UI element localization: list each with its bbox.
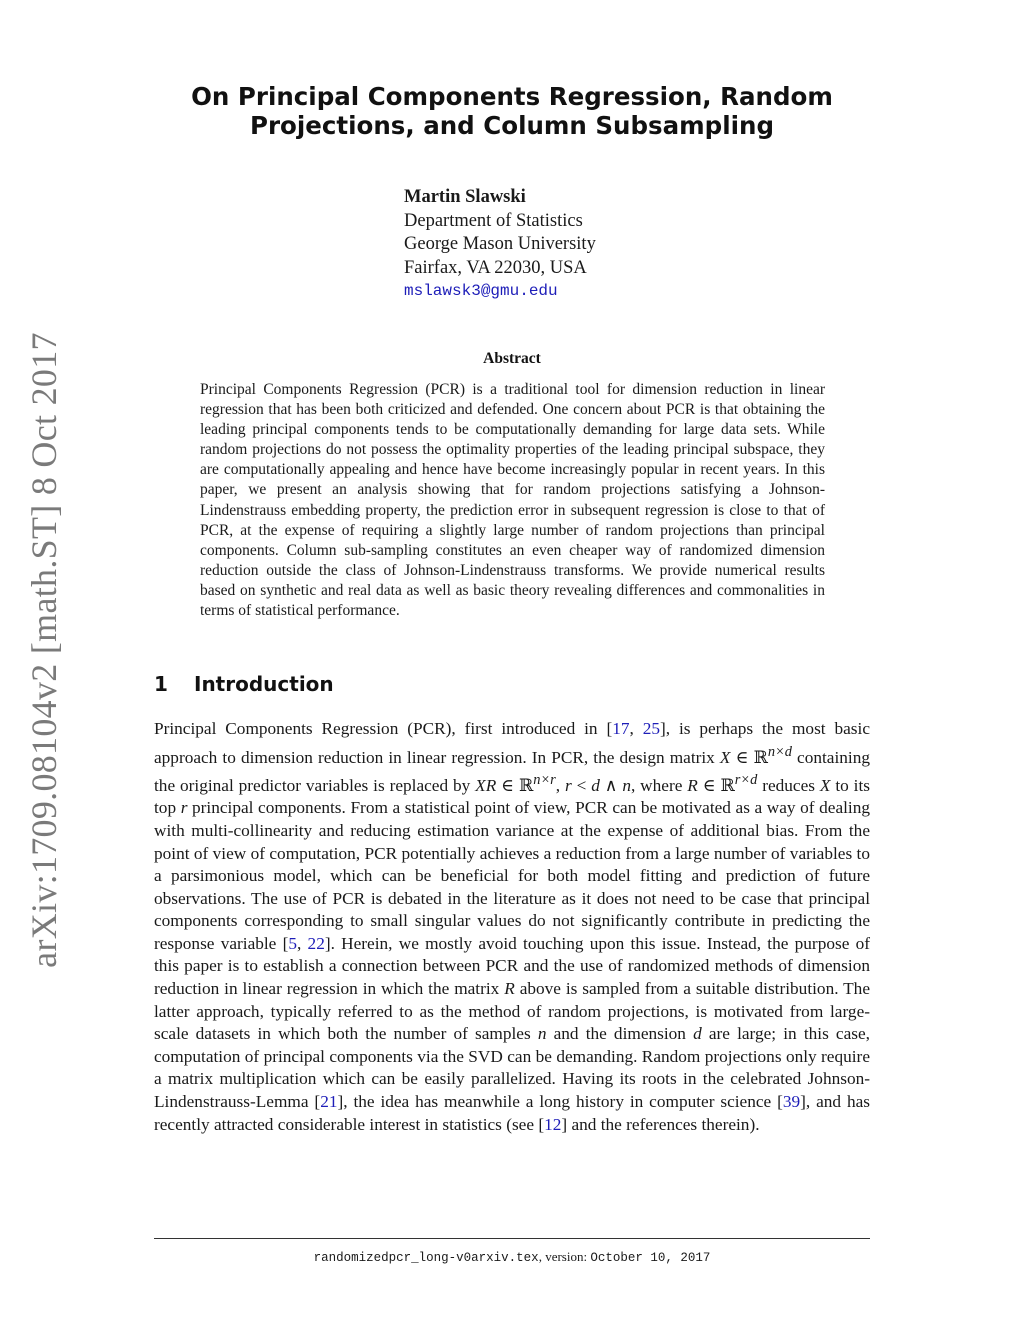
footer-date: October 10, 2017 <box>590 1251 711 1265</box>
section-heading-introduction <box>154 672 334 696</box>
author-block <box>404 186 596 304</box>
paper-title <box>150 82 874 140</box>
abstract-text: Principal Components Regression (PCR) is a traditional tool for dimension reduction in linear regression that has been both criticized and defended. One concern about PCR is that obtaining the leading principal components tends to be computationally demanding for large data sets. While random projections do not possess the optimality properties of the leading principal subspace, they are computationally appealing and hence have become increasingly popular in recent years. In this paper, we present an analysis showing that for random projections satisfying a Johnson-Lindenstrauss embedding property, the prediction error in subsequent regression is close to that of PCR, at the expense of requiring a slightly large number of random projections than principal components. Column sub-sampling constitutes an even cheaper way of randomized dimension reduction outside the class of Johnson-Lindenstrauss transforms. We provide numerical results based on synthetic and real data as well as basic theory revealing differences and commonalities in terms of statistical performance. <box>200 381 825 620</box>
section-number: 1 <box>154 672 168 696</box>
citation-link[interactable]: 12 <box>544 1114 562 1134</box>
footer-version-line <box>154 1249 870 1265</box>
citation-link[interactable]: 5 <box>288 933 297 953</box>
footer-rule <box>154 1238 870 1239</box>
author-address: Fairfax, VA 22030, USA <box>404 257 587 278</box>
title-line-1: On Principal Components Regression, Random <box>191 82 833 111</box>
footer-filename: randomizedpcr_long-v0arxiv.tex <box>313 1251 539 1265</box>
citation-link[interactable]: 21 <box>320 1092 338 1112</box>
author-university: George Mason University <box>404 234 596 254</box>
arxiv-identifier: arXiv:1709.08104v2 [math.ST] 8 Oct 2017 <box>24 332 64 968</box>
abstract-heading: Abstract <box>483 350 541 367</box>
footer-version-label: , version: <box>538 1249 591 1264</box>
citation-link[interactable]: 39 <box>782 1092 801 1112</box>
author-name: Martin Slawski <box>404 187 526 207</box>
citation-link[interactable]: 25 <box>642 719 660 738</box>
citation-link[interactable]: 17 <box>612 719 630 738</box>
citation-link[interactable]: 22 <box>307 933 325 953</box>
title-line-2: Projections, and Column Subsampling <box>250 111 774 140</box>
author-email-link[interactable]: mslawsk3@gmu.edu <box>404 282 558 300</box>
introduction-paragraph: Principal Components Regression (PCR), first introduced in [17, 25], is perhaps the most basic approach to dimension reduction in linear regression. In PCR, the design matrix X ∈ ℝ$^{n\times d}$ containing the original predictor variables is replaced by XR ∈ ℝ$^{n\times r}$, r < d ∧ n, where R ∈ ℝ$^{r\times d}$ reduces X to its top r principal components. From a statistical point of view, PCR can be motivated as a way of dealing with multi-collinearity and reducing estimation variance at the expense of additional bias. From the point of view of computation, PCR potentially achieves a reduction from a large number of variables to a parsimonious model, which can be beneficial for both model fitting and prediction of future observations. The use of PCR is debated in the literature as it does not need to be case that principal components corresponding to small singular values do not significantly contribute in predicting the response variable [5, 22]. Herein, we mostly avoid touching upon this issue. Instead, the purpose of this paper is to establish a connection between PCR and the use of randomized methods of dimension reduction in linear regression in which the matrix R above is sampled from a suitable distribution. The latter approach, typically referred to as the method of random projections, is motivated from large-scale datasets in which both the number of samples n and the dimension d are large; in this case, computation of principal components via the SVD can be demanding. Random projections only require a matrix multiplication which can be easily parallelized. Having its roots in the celebrated Johnson-Lindenstrauss-Lemma [21], the idea has meanwhile a long history in computer science [39], and has recently attracted considerable interest in statistics (see [12] and the references therein). <box>154 719 871 1134</box>
author-department: Department of Statistics <box>404 210 583 231</box>
section-title: Introduction <box>194 672 334 696</box>
